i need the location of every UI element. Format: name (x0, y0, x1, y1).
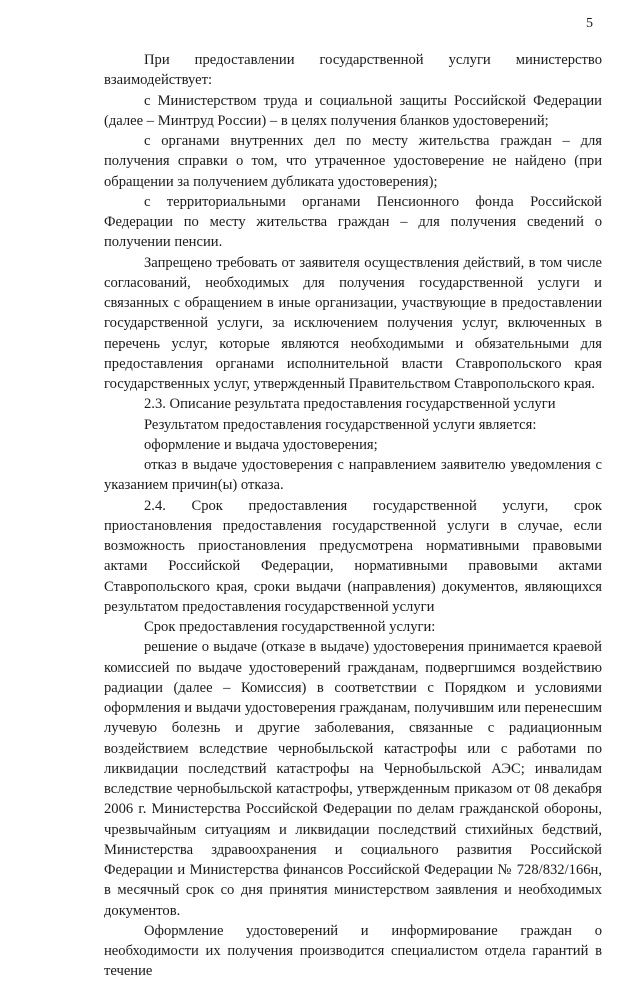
paragraph-term-intro: Срок предоставления государственной услуги: (144, 619, 436, 635)
section-heading-2-3: 2.3. Описание результата предоставления государственной услуги (144, 396, 556, 413)
paragraph-mintrud: с Министерством труда и социальной защиты Российской Федерации (далее – Минтруд России) – в целях получения бланков удостоверений; (104, 92, 602, 129)
paragraph-result-issue: оформление и выдача удостоверения; (144, 436, 378, 453)
paragraph-interaction-intro: При предоставлении государственной услуги министерство взаимодействует: (104, 52, 602, 89)
section-heading-2-4: 2.4. Срок предоставления государственной услуги, срок приостановления предоставления государственной услуги в случае, если возможность приостановления предусмотрена нормативными правовыми актами Российской Федерации, нормативными правовыми актами Ставропольского края, сроки выдачи (направления) документов, являющихся результатом предоставления государственной услуги (104, 497, 602, 615)
paragraph-pension-fund: с территориальными органами Пенсионного фонда Российской Федерации по месту жительства граждан – для получения сведений о получении пенсии. (104, 193, 602, 251)
document-body (104, 50, 602, 982)
paragraph-prohibition: Запрещено требовать от заявителя осуществления действий, в том числе согласований, необходимых для получения государственной услуги и связанных с обращением в иные организации, участвующие в предоставлении государственной услуги, за исключением получения услуг, включенных в перечень услуг, которые являются необходимыми и обязательными для предоставления органами исполнительной власти Ставропольского края государственных услуг, утвержденный Правительством Ставропольского края. (104, 254, 602, 392)
paragraph-result-refusal: отказ в выдаче удостоверения с направлением заявителю уведомления с указанием причин(ы) отказа. (104, 457, 602, 494)
paragraph-internal-affairs: с органами внутренних дел по месту жительства граждан – для получения справки о том, что утраченное удостоверение не найдено (при обращении за получением дубликата удостоверения); (104, 133, 602, 190)
page-number: 5 (586, 16, 593, 31)
paragraph-result-intro: Результатом предоставления государственной услуги является: (144, 416, 537, 433)
paragraph-commission-decision: решение о выдаче (отказе в выдаче) удостоверения принимается краевой комиссией по выдаче удостоверений гражданам, подвергшимся воздействию радиации (далее – Комиссия) в соответствии с Порядком и условиями оформления и выдачи удостоверения гражданам, получившим или перенесшим лучевую болезнь и другие заболевания, связанные с радиационным воздействием вследствие чернобыльской катастрофы или с работами по ликвидации последствий катастрофы на Чернобыльской АЭС; инвалидам вследствие чернобыльской катастрофы, утвержденным приказом от 08 декабря 2006 г. Министерства Российской Федерации по делам гражданской обороны, чрезвычайным ситуациям и ликвидации последствий стихийных бедствий, Министерства здравоохранения и социального развития Российской Федерации и Министерства финансов Российской Федерации № 728/832/166н, в месячный срок со дня принятия министерством заявления и необходимых документов. (104, 639, 602, 919)
paragraph-registration: Оформление удостоверений и информирование граждан о необходимости их получения производится специалистом отдела гарантий в течение (104, 922, 602, 980)
